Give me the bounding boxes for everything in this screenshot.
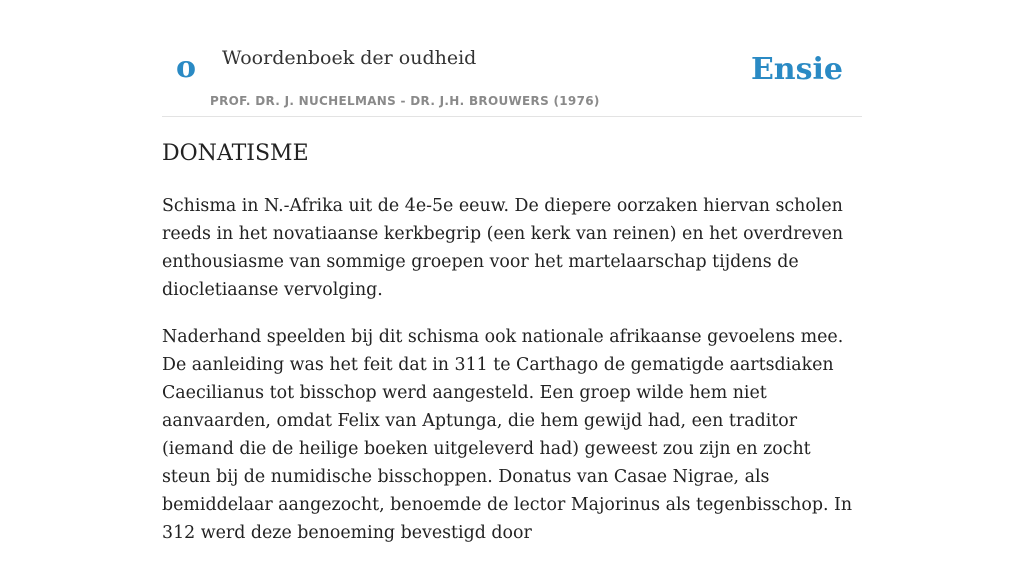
source-authors: PROF. DR. J. NUCHELMANS - DR. J.H. BROUWERS (1976) (210, 94, 600, 108)
entry-title: DONATISME (162, 141, 309, 166)
article-body (162, 192, 862, 566)
article-paragraph: Schisma in N.-Afrika uit de 4e-5e eeuw. De diepere oorzaken hiervan scholen reeds in het novatiaanse kerkbegrip (een kerk van reinen) en het overdreven enthousiasme van sommige groepen voor het martelaarschap tijdens de diocletiaanse vervolging. (162, 196, 844, 300)
article-paragraph: Naderhand speelden bij dit schisma ook nationale afrikaanse gevoelens mee. De aanleiding was het feit dat in 311 te Carthago de gematigde aartsdiaken Caecilianus tot bisschop werd aangesteld. Een groep wilde hem niet aanvaarden, omdat Felix van Aptunga, die hem gewijd had, een traditor (iemand die de heilige boeken uitgeleverd had) geweest zou zijn en zocht steun bij de numidische bisschoppen. Donatus van Casae Nigrae, als bemiddelaar aangezocht, benoemde de lector Majorinus als tegenbisschop. In 312 werd deze benoeming bevestigd door (162, 327, 853, 543)
source-logo-mark[interactable]: o (176, 50, 197, 85)
header (162, 0, 862, 117)
brand-logo[interactable]: Ensie (750, 52, 843, 87)
source-book-title[interactable]: Woordenboek der oudheid (222, 47, 477, 69)
